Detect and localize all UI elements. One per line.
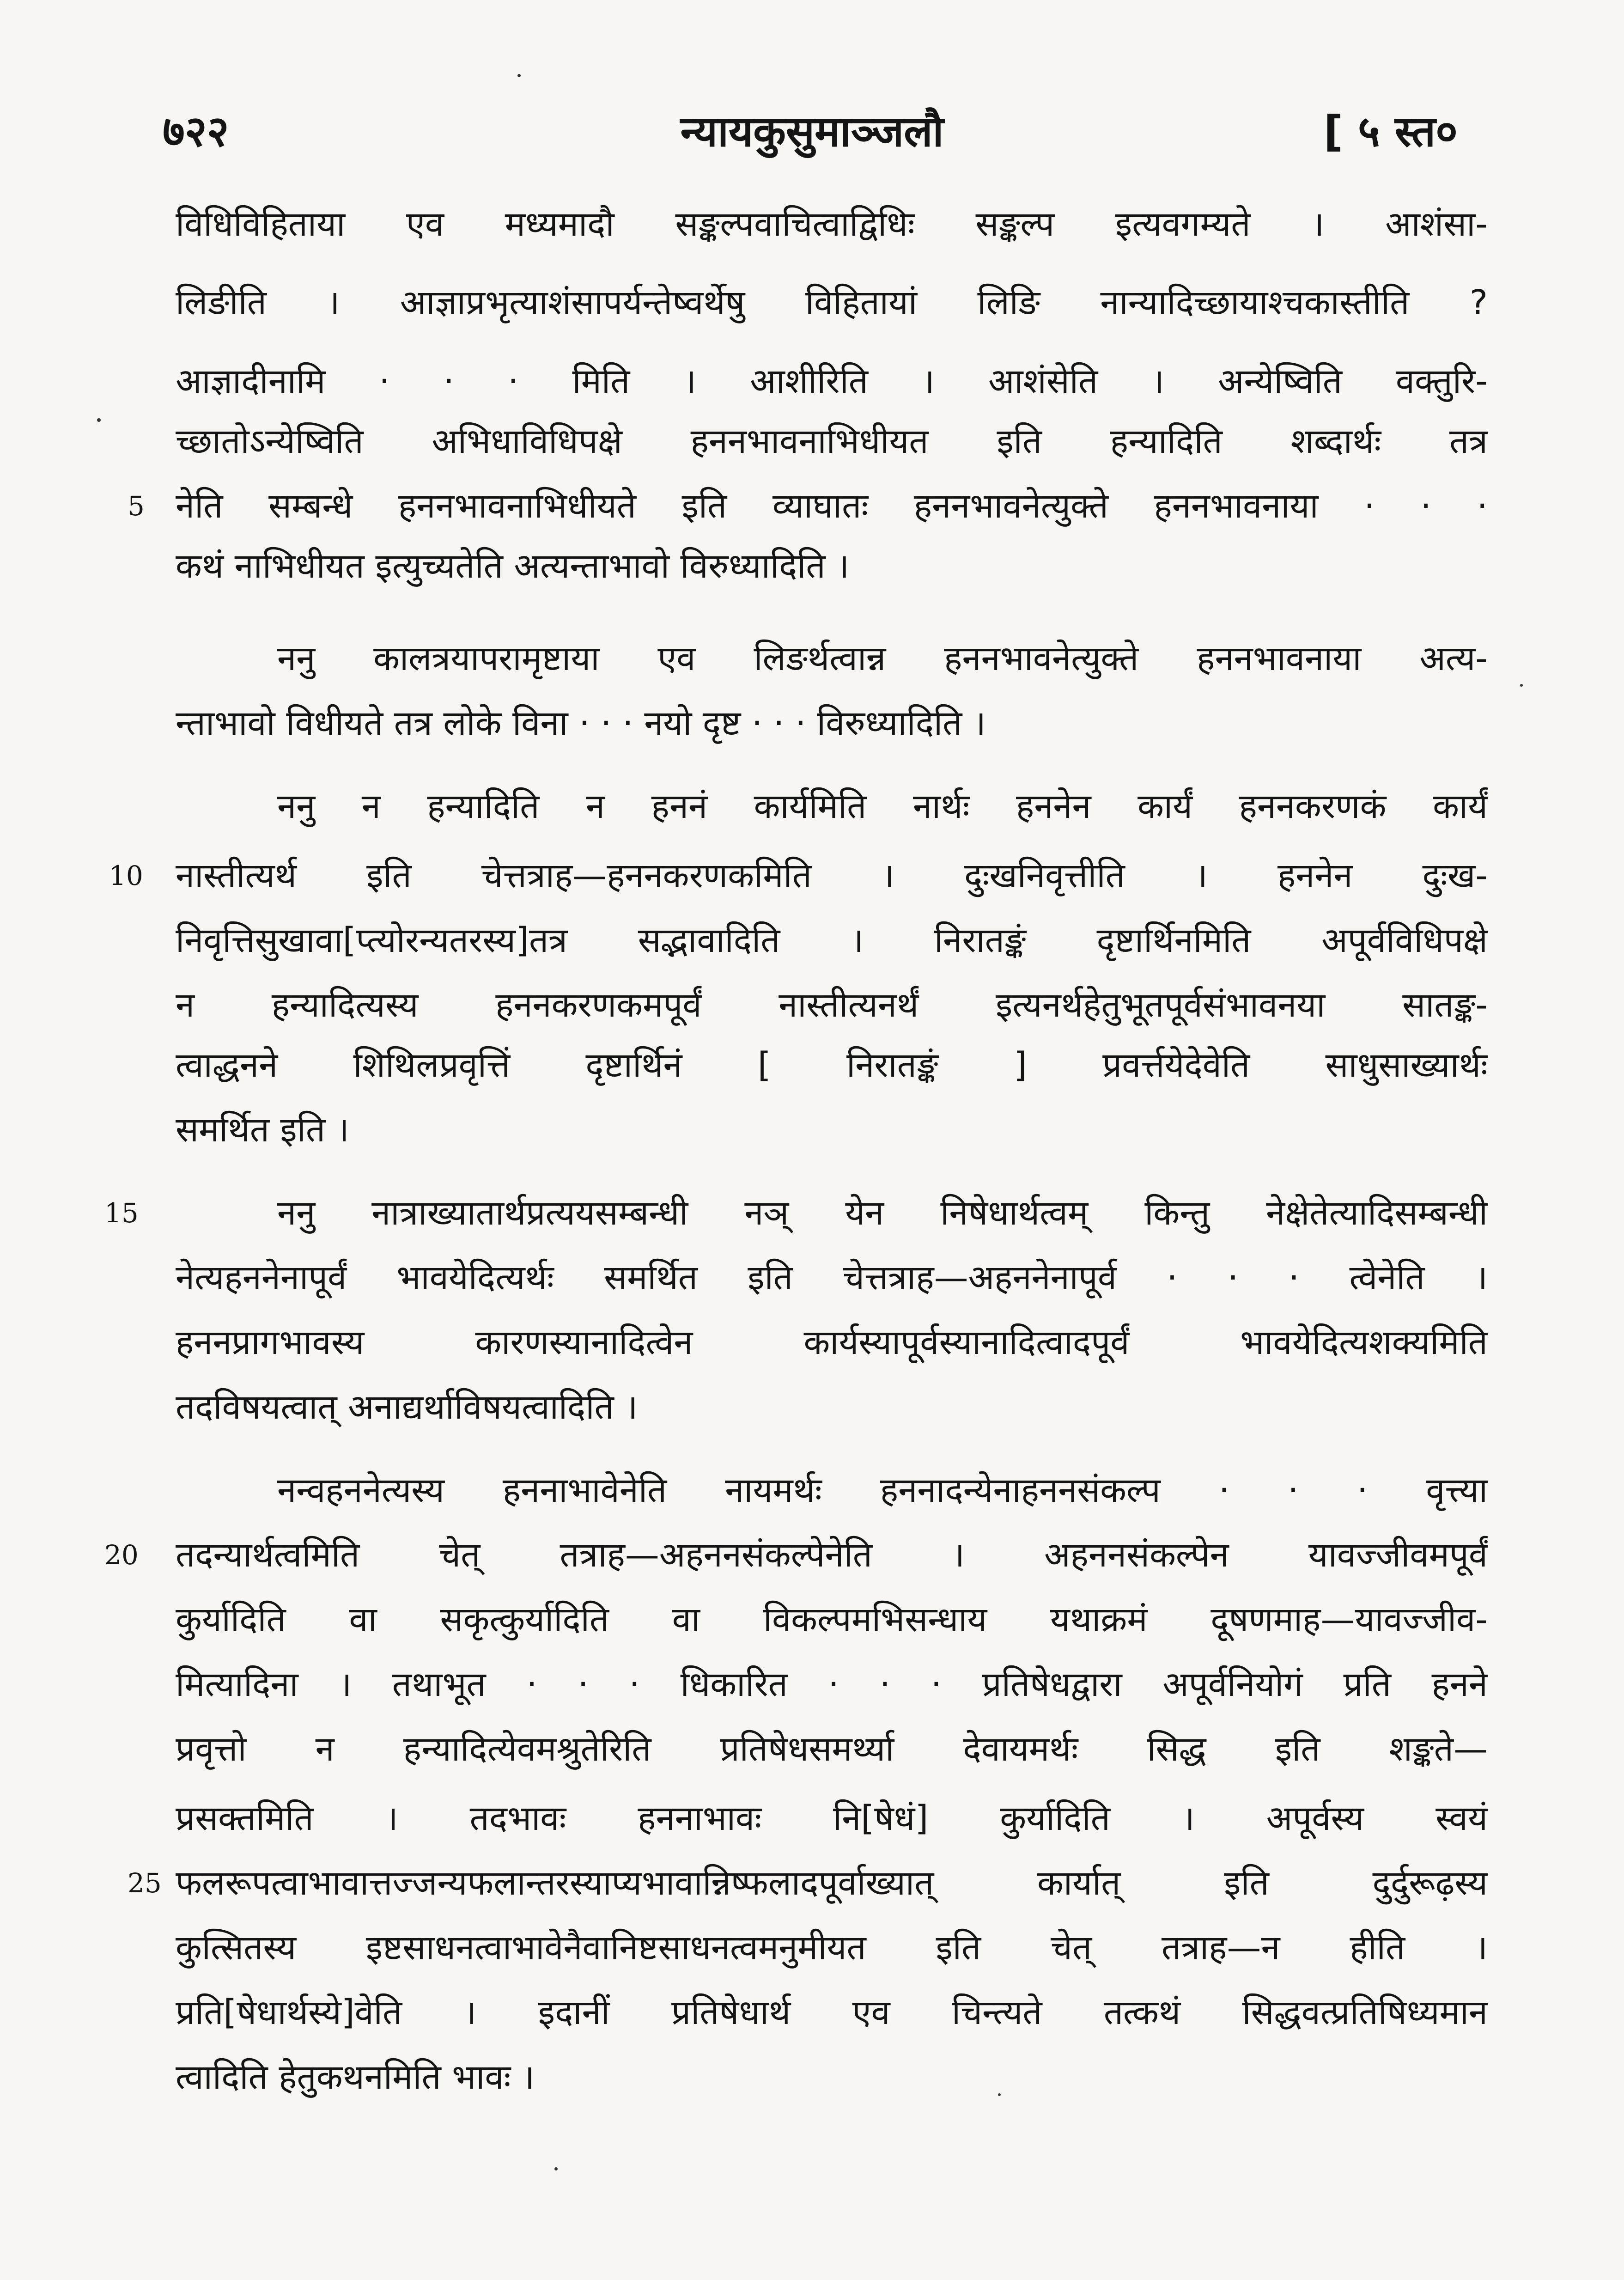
text-line: च्छातोऽन्येष्विति अभिधाविधिपक्षे हननभावनाभिधीयत इति हन्यादिति शब्दार्थः तत्र (176, 421, 1488, 461)
text-line: विधिविहिताया एव मध्यमादौ सङ्कल्पवाचित्वाद्विधिः सङ्कल्प इत्यवगम्यते । आशंसा- (176, 204, 1488, 244)
scan-speck (554, 2167, 558, 2170)
text-line: आज्ञादीनामि · · · मिति । आशीरिति । आशंसेति । अन्येष्विति वक्तुरि- (176, 361, 1488, 401)
line-number: 25 (128, 1867, 162, 1899)
text-line: नन्वहननेत्यस्य हननाभावेनेति नायमर्थः हननादन्येनाहननसंकल्प · · · वृत्त्या (277, 1470, 1488, 1510)
text-line: फलरूपत्वाभावात्तज्जन्यफलान्तरस्याप्यभावान्निष्फलादपूर्वाख्यात् कार्यात् इति दुर्दुरूढ़स्य (176, 1863, 1488, 1903)
text-line: प्रति[षेधार्थस्ये]वेति । इदानीं प्रतिषेधार्थ एव चिन्त्यते तत्कथं सिद्धवत्प्रतिषिध्यमान (176, 1993, 1488, 2032)
text-line: मित्यादिना । तथाभूत · · · धिकारित · · · प्रतिषेधद्वारा अपूर्वनियोगं प्रति हनने (176, 1664, 1488, 1704)
text-line: त्वाद्धनने शिथिलप्रवृत्तिं दृष्टार्थिनं [ निरातङ्कं ] प्रवर्त्तयेदेवेति साधुसाख्यार्थः (176, 1045, 1488, 1085)
text-line: लिङीति । आज्ञाप्रभृत्याशंसापर्यन्तेष्वर्थेषु विहितायां लिङि नान्यादिच्छायाश्चकास्तीति ? (176, 283, 1488, 323)
running-title: न्यायकुसुमाञ्जलौ (680, 107, 944, 156)
text-line: नेत्यहननेनापूर्वं भावयेदित्यर्थः समर्थित इति चेत्तत्राह—अहननेनापूर्व · · · त्वेनेति । (176, 1258, 1488, 1298)
text-line: कथं नाभिधीयत इत्युच्यतेति अत्यन्ताभावो विरुध्यादिति । (176, 546, 850, 586)
text-line: प्रवृत्तो न हन्यादित्येवमश्रुतेरिति प्रतिषेधसमर्थ्या देवायमर्थः सिद्ध इति शङ्कते— (176, 1729, 1488, 1769)
text-line: नास्तीत्यर्थ इति चेत्तत्राह—हननकरणकमिति । दुःखनिवृत्तीति । हननेन दुःख- (176, 856, 1488, 896)
page-header (0, 97, 1624, 166)
line-number: 15 (104, 1197, 139, 1229)
section-marker: [ ५ स्त० (1323, 107, 1458, 156)
text-line: तदविषयत्वात् अनाद्यर्थाविषयत्वादिति । (176, 1387, 638, 1427)
scan-speck (1520, 684, 1523, 687)
scan-speck (998, 2093, 1001, 2096)
text-line: हननप्रागभावस्य कारणस्यानादित्वेन कार्यस्यापूर्वस्यानादित्वादपूर्वं भावयेदित्यशक्यमिति (176, 1323, 1488, 1362)
text-line: प्रसक्तमिति । तदभावः हननाभावः नि[षेधं] कुर्यादिति । अपूर्वस्य स्वयं (176, 1798, 1488, 1838)
line-number: 20 (104, 1539, 139, 1571)
text-line: ननु नात्राख्यातार्थप्रत्ययसम्बन्धी नञ् येन निषेधार्थत्वम् किन्तु नेक्षेतेत्यादिसम्बन्धी (277, 1193, 1488, 1233)
text-line: त्वादिति हेतुकथनमिति भावः । (176, 2057, 535, 2097)
line-number: 10 (109, 860, 143, 891)
page-number: ७२२ (163, 107, 229, 156)
text-line: न्ताभावो विधीयते तत्र लोके विना · · · नयो दृष्ट · · · विरुध्यादिति । (176, 703, 986, 743)
scan-speck (97, 418, 101, 422)
text-line: ननु न हन्यादिति न हननं कार्यमिति नार्थः हननेन कार्यं हननकरणकं कार्यं (277, 786, 1488, 826)
text-line: कुत्सितस्य इष्टसाधनत्वाभावेनैवानिष्टसाधनत्वमनुमीयत इति चेत् तत्राह—न हीति । (176, 1928, 1488, 1968)
text-line: कुर्यादिति वा सकृत्कुर्यादिति वा विकल्पमभिसन्धाय यथाक्रमं दूषणमाह—यावज्जीव- (176, 1600, 1488, 1640)
scan-speck (517, 74, 521, 77)
text-line: समर्थित इति । (176, 1110, 349, 1150)
text-line: नेति सम्बन्धे हननभावनाभिधीयते इति व्याघातः हननभावनेत्युक्ते हननभावनाया · · · (176, 486, 1488, 526)
text-line: निवृत्तिसुखावा[प्त्योरन्यतरस्य]तत्र सद्भावादिति । निरातङ्कं दृष्टार्थिनमिति अपूर्वविधिपक्षे (176, 921, 1488, 960)
text-line: न हन्यादित्यस्य हननकरणकमपूर्वं नास्तीत्यनर्थं इत्यनर्थहेतुभूतपूर्वसंभावनया सातङ्क- (176, 985, 1488, 1025)
text-line: तदन्यार्थत्वमिति चेत् तत्राह—अहननसंकल्पेनेति । अहननसंकल्पेन यावज्जीवमपूर्वं (176, 1535, 1488, 1575)
line-number: 5 (128, 490, 145, 522)
text-line: ननु कालत्रयापरामृष्टाया एव लिङर्थत्वान्न हननभावनेत्युक्ते हननभावनाया अत्य- (277, 639, 1488, 678)
